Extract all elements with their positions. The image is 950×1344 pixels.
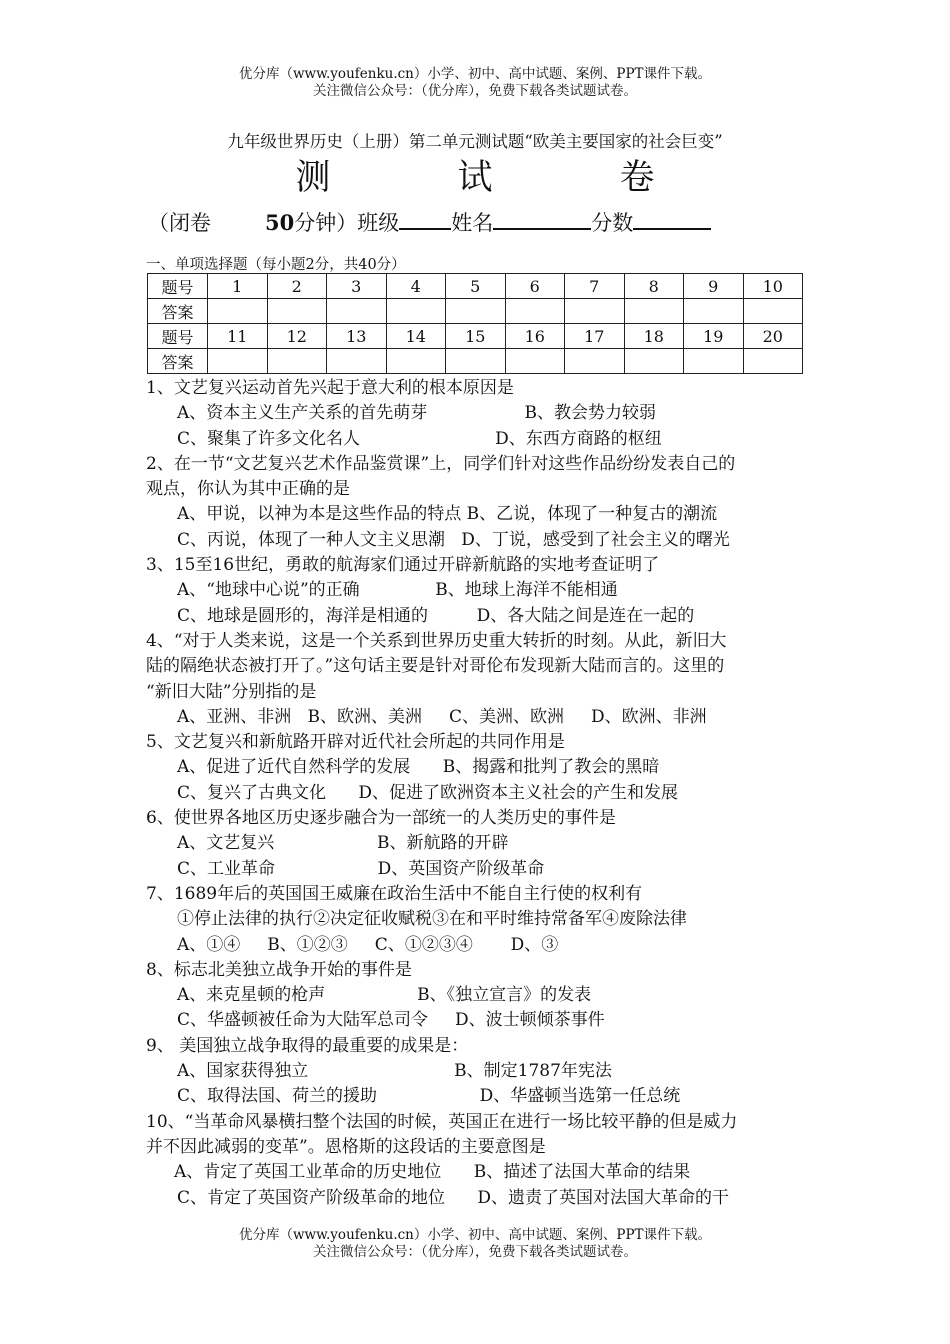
question-number-cell: 6 <box>505 274 565 299</box>
header-line-1: 优分库（www.youfenku.cn）小学、初中、高中试题、案例、PPT课件下载。 <box>238 66 712 82</box>
exam-title <box>0 150 950 200</box>
section-heading: 一、单项选择题（每小题2分，共40分） <box>146 257 406 273</box>
answer-cell[interactable] <box>208 349 268 374</box>
answer-cell[interactable] <box>446 299 506 324</box>
question-number-cell: 13 <box>327 324 387 349</box>
question-number-cell: 11 <box>208 324 268 349</box>
question-number-cell: 17 <box>565 324 625 349</box>
question-option-line: C、工业革命 D、英国资产阶级革命 <box>177 858 545 879</box>
table-row-label: 题号 <box>148 324 208 349</box>
question-stem-line: 8、标志北美独立战争开始的事件是 <box>146 959 412 980</box>
footer-line-2: 关注微信公众号：（优分库），免费下载各类试题试卷。 <box>313 1244 637 1260</box>
name-blank[interactable] <box>493 208 591 230</box>
question-option-line: A、亚洲、非洲 B、欧洲、美洲 C、美洲、欧洲 D、欧洲、非洲 <box>177 706 707 727</box>
table-row-label: 题号 <box>148 274 208 299</box>
question-option-line: C、复兴了古典文化 D、促进了欧洲资本主义社会的产生和发展 <box>177 782 679 803</box>
question-stem-line: 10、“当革命风暴横扫整个法国的时候，英国正在进行一场比较平静的但是威力 <box>146 1111 738 1132</box>
question-option-line: A、来克星顿的枪声 B、《独立宣言》的发表 <box>177 985 592 1006</box>
answer-cell[interactable] <box>505 349 565 374</box>
answer-cell[interactable] <box>505 299 565 324</box>
question-option-line: C、华盛顿被任命为大陆军总司令 D、波士顿倾茶事件 <box>177 1010 605 1031</box>
question-option-line: A、甲说，以神为本是这些作品的特点 B、乙说，体现了一种复古的潮流 <box>177 504 718 525</box>
table-row-label: 答案 <box>148 299 208 324</box>
question-number-cell: 20 <box>743 324 803 349</box>
question-number-cell: 1 <box>208 274 268 299</box>
question-option-line: C、肯定了英国资产阶级革命的地位 D、遗责了英国对法国大革命的干 <box>177 1187 730 1208</box>
question-number-cell: 19 <box>684 324 744 349</box>
question-number-cell: 5 <box>446 274 506 299</box>
footer-line-1: 优分库（www.youfenku.cn）小学、初中、高中试题、案例、PPT课件下载。 <box>238 1227 712 1243</box>
header-line-2: 关注微信公众号：（优分库），免费下载各类试题试卷。 <box>313 83 637 99</box>
question-option-line: ①停止法律的执行②决定征收赋税③在和平时维持常备军④废除法律 <box>177 909 687 930</box>
answer-table-row <box>148 324 803 349</box>
closed-book-label: （闭卷 <box>148 211 211 235</box>
name-label: 姓名 <box>451 211 494 235</box>
question-number-cell: 10 <box>743 274 803 299</box>
question-stem-line: 1、文艺复兴运动首先兴起于意大利的根本原因是 <box>146 378 514 398</box>
answer-table-row <box>148 349 803 374</box>
score-label: 分数 <box>591 211 634 235</box>
class-blank[interactable] <box>399 208 451 230</box>
answer-cell[interactable] <box>386 349 446 374</box>
question-stem-line: 2、在一节“文艺复兴艺术作品鉴赏课”上，同学们针对这些作品纷纷发表自己的 <box>146 453 736 474</box>
answer-cell[interactable] <box>327 349 387 374</box>
question-stem-line: 陆的隔绝状态被打开了。”这句话主要是针对哥伦布发现新大陆而言的。这里的 <box>146 656 725 677</box>
question-list <box>146 376 814 1211</box>
answer-cell[interactable] <box>386 299 446 324</box>
page-footer <box>0 1227 950 1261</box>
question-option-line: A、肯定了英国工业革命的历史地位 B、描述了法国大革命的结果 <box>174 1162 691 1183</box>
answer-cell[interactable] <box>446 349 506 374</box>
answer-table <box>147 273 803 374</box>
question-stem-line: 9、 美国独立战争取得的最重要的成果是： <box>146 1035 469 1056</box>
question-stem-line: 4、“对于人类来说，这是一个关系到世界历史重大转折的时刻。从此，新旧大 <box>146 630 727 651</box>
student-info-line <box>148 207 711 237</box>
title-char-2: 试 <box>457 158 493 198</box>
question-option-line: A、“地球中心说”的正确 B、地球上海洋不能相通 <box>177 580 618 601</box>
score-blank[interactable] <box>633 208 711 230</box>
question-option-line: A、资本主义生产关系的首先萌芽 B、教会势力较弱 <box>177 403 657 424</box>
answer-cell[interactable] <box>565 349 625 374</box>
question-option-line: C、取得法国、荷兰的援助 D、华盛顿当选第一任总统 <box>177 1086 681 1107</box>
question-stem-line: 观点，你认为其中正确的是 <box>146 479 350 500</box>
table-row-label: 答案 <box>148 349 208 374</box>
answer-cell[interactable] <box>267 299 327 324</box>
answer-cell[interactable] <box>267 349 327 374</box>
answer-cell[interactable] <box>565 299 625 324</box>
answer-cell[interactable] <box>743 299 803 324</box>
answer-cell[interactable] <box>743 349 803 374</box>
answer-table-row <box>148 299 803 324</box>
question-option-line: A、文艺复兴 B、新航路的开辟 <box>177 833 509 854</box>
question-number-cell: 3 <box>327 274 387 299</box>
question-number-cell: 8 <box>624 274 684 299</box>
answer-cell[interactable] <box>208 299 268 324</box>
question-stem-line: 7、1689年后的英国国王威廉在政治生活中不能自主行使的权利有 <box>146 883 643 904</box>
question-number-cell: 14 <box>386 324 446 349</box>
question-option-line: A、促进了近代自然科学的发展 B、揭露和批判了教会的黑暗 <box>177 757 660 778</box>
question-number-cell: 15 <box>446 324 506 349</box>
title-char-3: 卷 <box>619 158 655 198</box>
page-header <box>0 66 950 100</box>
question-option-line: C、地球是圆形的，海洋是相通的 D、各大陆之间是连在一起的 <box>177 605 695 626</box>
exam-subtitle: 九年级世界历史（上册）第二单元测试题“欧美主要国家的社会巨变” <box>227 132 723 151</box>
question-stem-line: 并不因此减弱的变革”。恩格斯的这段话的主要意图是 <box>146 1136 546 1157</box>
question-stem-line: “新旧大陆”分别指的是 <box>146 681 317 702</box>
answer-table-row <box>148 274 803 299</box>
question-number-cell: 7 <box>565 274 625 299</box>
question-stem-line: 3、15至16世纪，勇敢的航海家们通过开辟新航路的实地考查证明了 <box>146 555 660 576</box>
question-option-line: C、聚集了许多文化名人 D、东西方商路的枢纽 <box>177 428 662 449</box>
question-number-cell: 18 <box>624 324 684 349</box>
question-number-cell: 2 <box>267 274 327 299</box>
question-stem-line: 5、文艺复兴和新航路开辟对近代社会所起的共同作用是 <box>146 732 565 753</box>
question-option-line: C、丙说，体现了一种人文主义思潮 D、丁说，感受到了社会主义的曙光 <box>177 529 730 550</box>
answer-cell[interactable] <box>624 299 684 324</box>
answer-cell[interactable] <box>684 299 744 324</box>
answer-cell[interactable] <box>327 299 387 324</box>
question-number-cell: 4 <box>386 274 446 299</box>
answer-cell[interactable] <box>624 349 684 374</box>
duration-number: 50 <box>265 210 295 235</box>
question-option-line: A、国家获得独立 B、制定1787年宪法 <box>177 1061 612 1082</box>
answer-cell[interactable] <box>684 349 744 374</box>
question-number-cell: 9 <box>684 274 744 299</box>
duration-class-label: 分钟）班级 <box>294 211 400 235</box>
question-stem-line: 6、使世界各地区历史逐步融合为一部统一的人类历史的事件是 <box>146 808 616 829</box>
title-char-1: 测 <box>295 158 331 198</box>
question-number-cell: 16 <box>505 324 565 349</box>
question-option-line: A、①④ B、①②③ C、①②③④ D、③ <box>177 934 559 955</box>
question-number-cell: 12 <box>267 324 327 349</box>
